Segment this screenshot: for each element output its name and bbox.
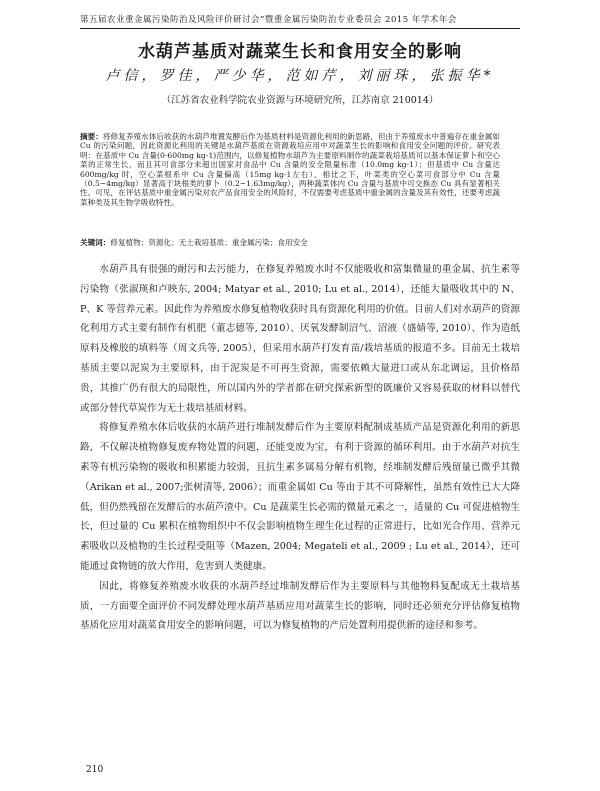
body-text: [80, 260, 520, 636]
running-header: 第五届农业重金属污染防治及风险评价研讨会”暨重金属污染防治专业委员会 2015 年学术年会: [80, 15, 457, 25]
abstract-text: 将修复养殖水体后收获的水葫芦堆置发酵后作为基质材料是资源化利用的新思路，但由于养殖废水中普遍存在重金属如 Cu 的污染问题，因此资源化利用的关键是水葫芦基质在资源栽培应用中对蔬菜生长的影响和食用安全问题的评价。研究表明：在基质中 Cu 含量(0-600mg kg-1)范围内，以修复植物水葫芦为主要原料制作的蔬菜栽培基质可以基本保证萝卜和空心菜的正常生长，而且其可食部分未超出国家对食品中 Cu 含量的安全限量标准（10.0mg kg-1）；但基质中 Cu 含量达 600mg/kg 时，空心菜根系中 Cu 含量偏高（15mg kg-1左右），相比之下，叶菜类的空心菜可食部分中 Cu 含量（0.5~4mg/kg）显著高于块根类的萝卜（0.2~1.63mg/kg），两种蔬菜体内 Cu 含量与基质中可交换态 Cu 具有显著相关性。可见，在评估基质中重金属污染对农产品食用安全的风险时，不仅需要考虑基质中重金属的含量及其有效性，还要考虑蔬菜种类及其生物学吸收特性。: [80, 132, 501, 207]
body-paragraph: 水葫芦具有很强的耐污和去污能力，在修复养殖废水时不仅能吸收和富集微量的重金属、抗生素等污染物（张淑瑛和卢映东, 2004; Matyar et al., 2010; Lu et al., 2014），还能大量吸收其中的 N、P、K 等营养元素。因此作为养殖废水修复植物收获时具有资源化利用的价值。目前人们对水葫芦的资源化利用方式主要有制作有机肥（董志德等, 2010）、厌氧发酵制沼气、沼液（盛婧等, 2010）、作为造纸原料及橡胶的填料等（周文兵等, 2005），但采用水葫芦打发育苗/栽培基质的报道不多。目前无土栽培基质主要以泥炭为主要原料，由于泥炭是不可再生资源，需要依赖大量进口或从东北调运，且价格昂贵，其推广仍有很大的局限性，所以国内外的学者都在研究探索新型的既廉价又容易获取的材料以替代或部分替代草炭作为无土栽培基质材料。: [80, 264, 520, 414]
header-divider: [80, 28, 520, 29]
keywords-text: 修复植物；资源化；无土栽培基质；重金属污染；食用安全: [110, 238, 308, 247]
abstract-label: 摘要：: [80, 132, 103, 141]
paper-title: 水葫芦基质对蔬菜生长和食用安全的影响: [138, 42, 462, 62]
abstract: [80, 132, 500, 207]
author-list: 卢信，罗佳，严少华，范如芹，刘丽珠，张振华*: [105, 68, 495, 84]
keywords-label: 关键词：: [80, 238, 111, 247]
affiliation: （江苏省农业科学院农业资源与环境研究所，江苏南京 210014）: [161, 95, 439, 106]
keywords: [80, 238, 500, 248]
body-paragraph: 将修复养殖水体后收获的水葫芦进行堆制发酵后作为主要原料配制成基质产品是资源化利用的新思路，不仅解决植物修复废弃物处置的问题，还能变废为宝，有利于资源的循环利用。由于水葫芦对抗生素等有机污染物的吸收和积累能力较弱，且抗生素多属易分解有机物，经堆制发酵后残留量已微乎其微（Arikan et al., 2007;张树清等, 2006）；而重金属如 Cu 等由于其不可降解性，虽然有效性已大大降低，但仍然残留在发酵后的水葫芦渣中。Cu 是蔬菜生长必需的微量元素之一，适量的 Cu 可促进植物生长，但过量的 Cu 累积在植物组织中不仅会影响植物生理生化过程的正常进行，比如光合作用、营养元素吸收以及植物的生长过程受阻等（Mazen, 2004; Megateli et al., 2009 ; Lu et al., 2014），还可能通过食物链的放大作用，危害到人类健康。: [80, 422, 520, 572]
page-number: 210: [86, 765, 104, 775]
body-paragraph: 因此，将修复养殖废水收获的水葫芦经过堆制发酵后作为主要原料与其他物料复配成无土栽培基质，一方面要全面评价不同发酵处理水葫芦基质应用对蔬菜生长的影响，同时还必须充分评估修复植物基质化应用对蔬菜食用安全的影响问题，可以为修复植物的产后处置利用提供新的途径和参考。: [80, 580, 520, 632]
